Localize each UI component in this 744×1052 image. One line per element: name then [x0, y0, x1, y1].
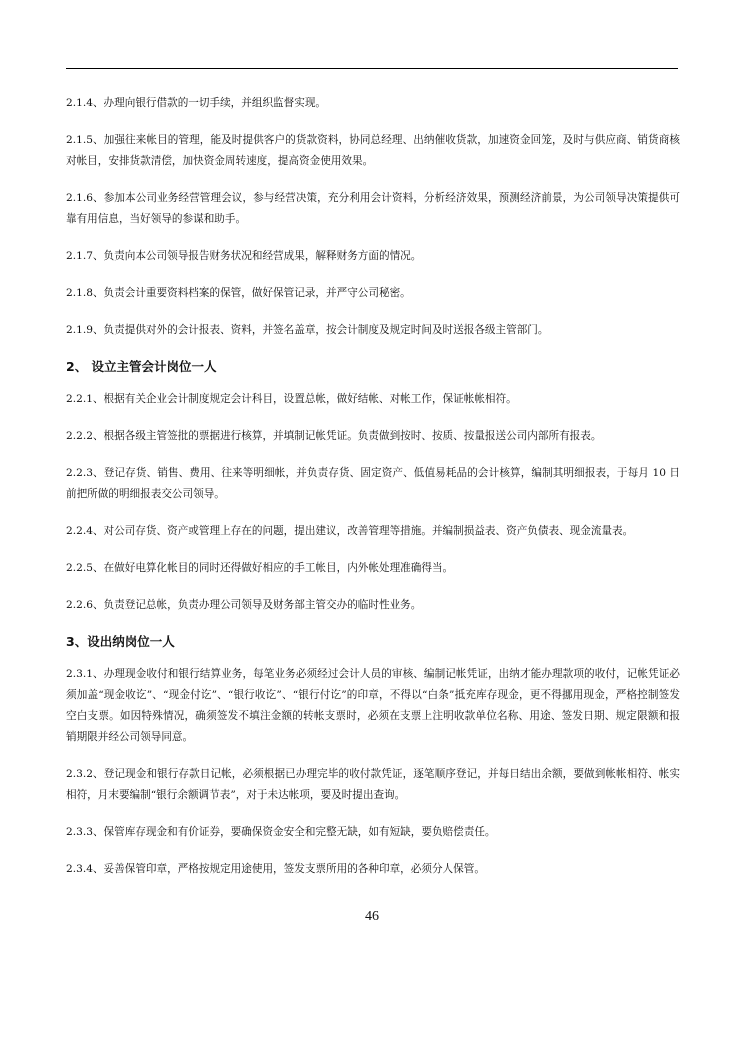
paragraph: 2.2.4、对公司存货、资产或管理上存在的问题，提出建议，改善管理等措施。并编制损益表、资产负债表、现金流量表。 [66, 525, 634, 537]
paragraph: 2.1.5、加强往来帐目的管理，能及时提供客户的货款资料，协同总经理、出纳催收货款，加速资金回笼，及时与供应商、销货商核对帐目，安排货款清偿，加快资金周转速度，提高资金使用效果。 [66, 134, 680, 167]
section-heading: 2、 设立主管会计岗位一人 [66, 359, 217, 374]
paragraph: 2.3.2、登记现金和银行存款日记帐，必须根据已办理完毕的收付款凭证，逐笔顺序登记，并每日结出余额，要做到帐帐相符、帐实相符，月末要编制“银行余额调节表”，对于未达帐项，要及时提出查询。 [66, 768, 680, 801]
paragraph: 2.1.7、负责向本公司领导报告财务状况和经营成果，解释财务方面的情况。 [66, 250, 422, 262]
paragraph: 2.1.9、负责提供对外的会计报表、资料，并签名盖章，按会计制度及规定时间及时送报各级主管部门。 [66, 324, 549, 336]
paragraph: 2.3.4、妥善保管印章，严格按规定用途使用，签发支票所用的各种印章，必须分人保管。 [66, 863, 485, 875]
page-number: 46 [365, 909, 379, 924]
paragraph: 2.1.6、参加本公司业务经营管理会议，参与经营决策，充分利用会计资料，分析经济效果，预测经济前景，为公司领导决策提供可靠有用信息，当好领导的参谋和助手。 [66, 192, 680, 225]
paragraph: 2.1.8、负责会计重要资料档案的保管，做好保管记录，并严守公司秘密。 [66, 287, 411, 299]
paragraph: 2.3.1、办理现金收付和银行结算业务，每笔业务必须经过会计人员的审核、编制记帐凭证，出纳才能办理款项的收付，记帐凭证必须加盖“现金收讫”、“现金付讫”、“银行收讫”、“银行付讫”的印章，不得以“白条”抵充库存现金，更不得挪用现金，严格控制签发空白支票。如因特殊情况，确须签发不填注金额的转帐支票时，必须在支票上注明收款单位名称、用途、签发日期、规定限额和报销期限并经公司领导同意。 [66, 668, 680, 743]
header-rule [66, 68, 678, 69]
paragraph: 2.1.4、办理向银行借款的一切手续，并组织监督实现。 [66, 97, 327, 109]
paragraph: 2.2.6、负责登记总帐，负责办理公司领导及财务部主管交办的临时性业务。 [66, 599, 422, 611]
page-content [66, 93, 680, 896]
paragraph: 2.2.2、根据各级主管签批的票据进行核算，并填制记帐凭证。负责做到按时、按质、按量报送公司内部所有报表。 [66, 430, 602, 442]
paragraph: 2.3.3、保管库存现金和有价证券，要确保资金安全和完整无缺，如有短缺，要负赔偿责任。 [66, 826, 496, 838]
paragraph: 2.2.1、根据有关企业会计制度规定会计科目，设置总帐，做好结帐、对帐工作，保证帐帐相符。 [66, 393, 517, 405]
paragraph: 2.2.3、登记存货、销售、费用、往来等明细帐，并负责存货、固定资产、低值易耗品的会计核算，编制其明细报表，于每月 10 日前把所做的明细报表交公司领导。 [66, 467, 680, 500]
section-heading: 3、设出纳岗位一人 [66, 634, 175, 649]
paragraph: 2.2.5、在做好电算化帐目的同时还得做好相应的手工帐目，内外帐处理准确得当。 [66, 562, 454, 574]
